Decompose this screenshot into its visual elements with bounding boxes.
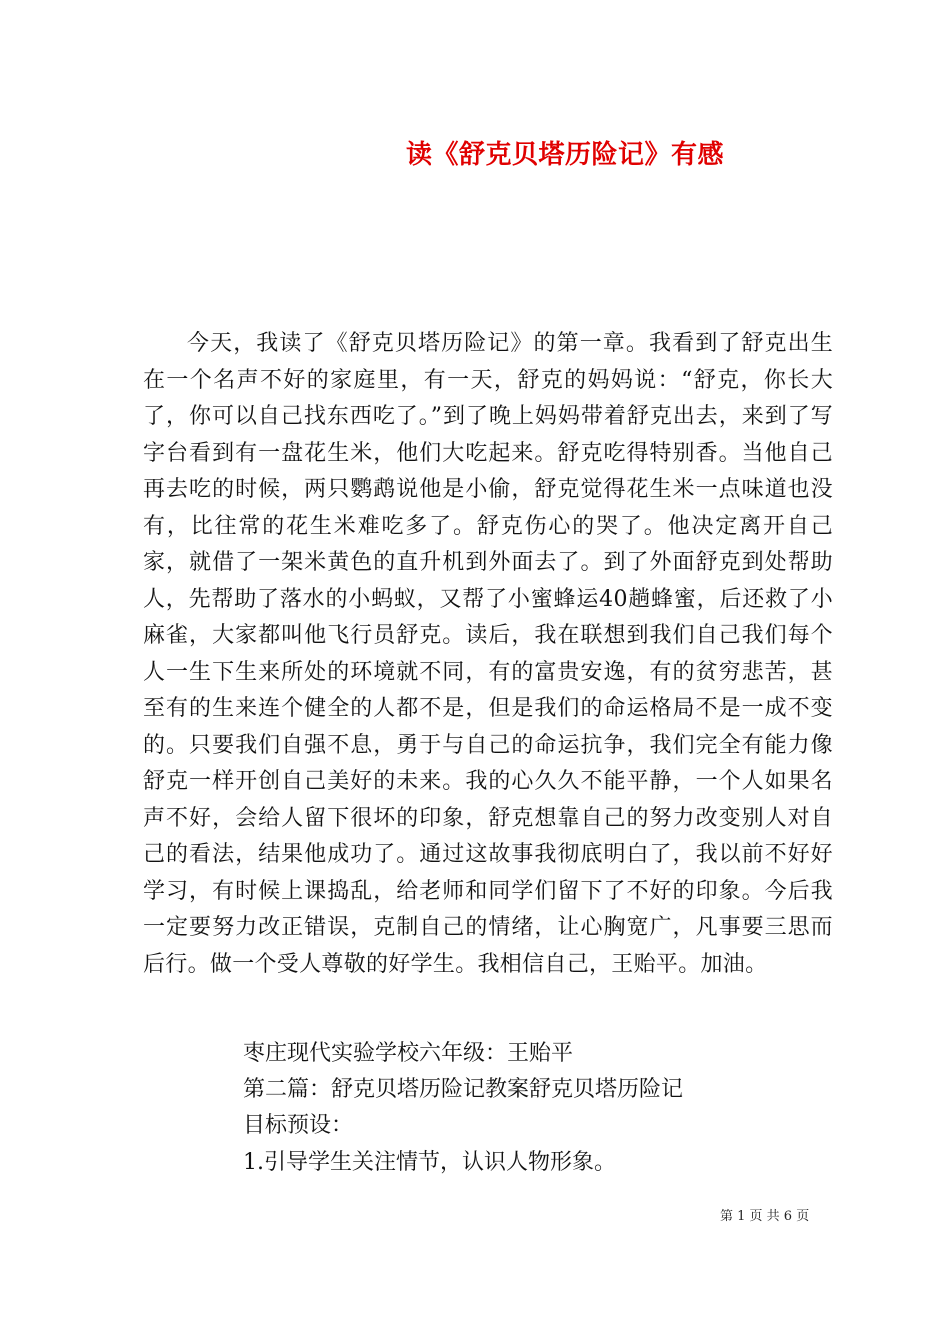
body-paragraph: 今天，我读了《舒克贝塔历险记》的第一章。我看到了舒克出生在一个名声不好的家庭里，有一天，舒克的妈妈说：“舒克，你长大了，你可以自己找东西吃了。”到了晚上妈妈带着舒克出去，来到了写字台看到有一盘花生米，他们大吃起来。舒克吃得特别香。当他自己再去吃的时候，两只鹦鹉说他是小偷，舒克觉得花生米一点味道也没有，比往常的花生米难吃多了。舒克伤心的哭了。他决定离开自己家，就借了一架米黄色的直升机到外面去了。到了外面舒克到处帮助人，先帮助了落水的小蚂蚁，又帮了小蜜蜂运40趟蜂蜜，后还救了小麻雀，大家都叫他飞行员舒克。读后，我在联想到我们自己我们每个人一生下生来所处的环境就不同，有的富贵安逸，有的贫穷悲苦，甚至有的生来连个健全的人都不是，但是我们的命运格局不是一成不变的。只要我们自强不息，勇于与自己的命运抗争，我们完全有能力像舒克一样开创自己美好的未来。我的心久久不能平静，一个人如果名声不好，会给人留下很坏的印象，舒克想靠自己的努力改变别人对自己的看法，结果他成功了。通过这故事我彻底明白了，我以前不好好学习，有时候上课捣乱，给老师和同学们留下了不好的印象。今后我一定要努力改正错误，克制自己的情绪，让心胸宽广，凡事要三思而后行。做一个受人尊敬的好学生。我相信自己，王贻平。加油。 — [143, 331, 833, 977]
page-indicator: 第 1 页 共 6 页 — [720, 1209, 810, 1224]
author-signature: 枣庄现代实验学校六年级：王贻平 — [243, 1041, 574, 1066]
goal-heading: 目标预设： — [243, 1113, 354, 1138]
document-title: 读《舒克贝塔历险记》有感 — [405, 140, 724, 170]
goal-item: 1.引导学生关注情节，认识人物形象。 — [243, 1150, 616, 1175]
section-2-heading: 第二篇：舒克贝塔历险记教案舒克贝塔历险记 — [243, 1077, 684, 1102]
